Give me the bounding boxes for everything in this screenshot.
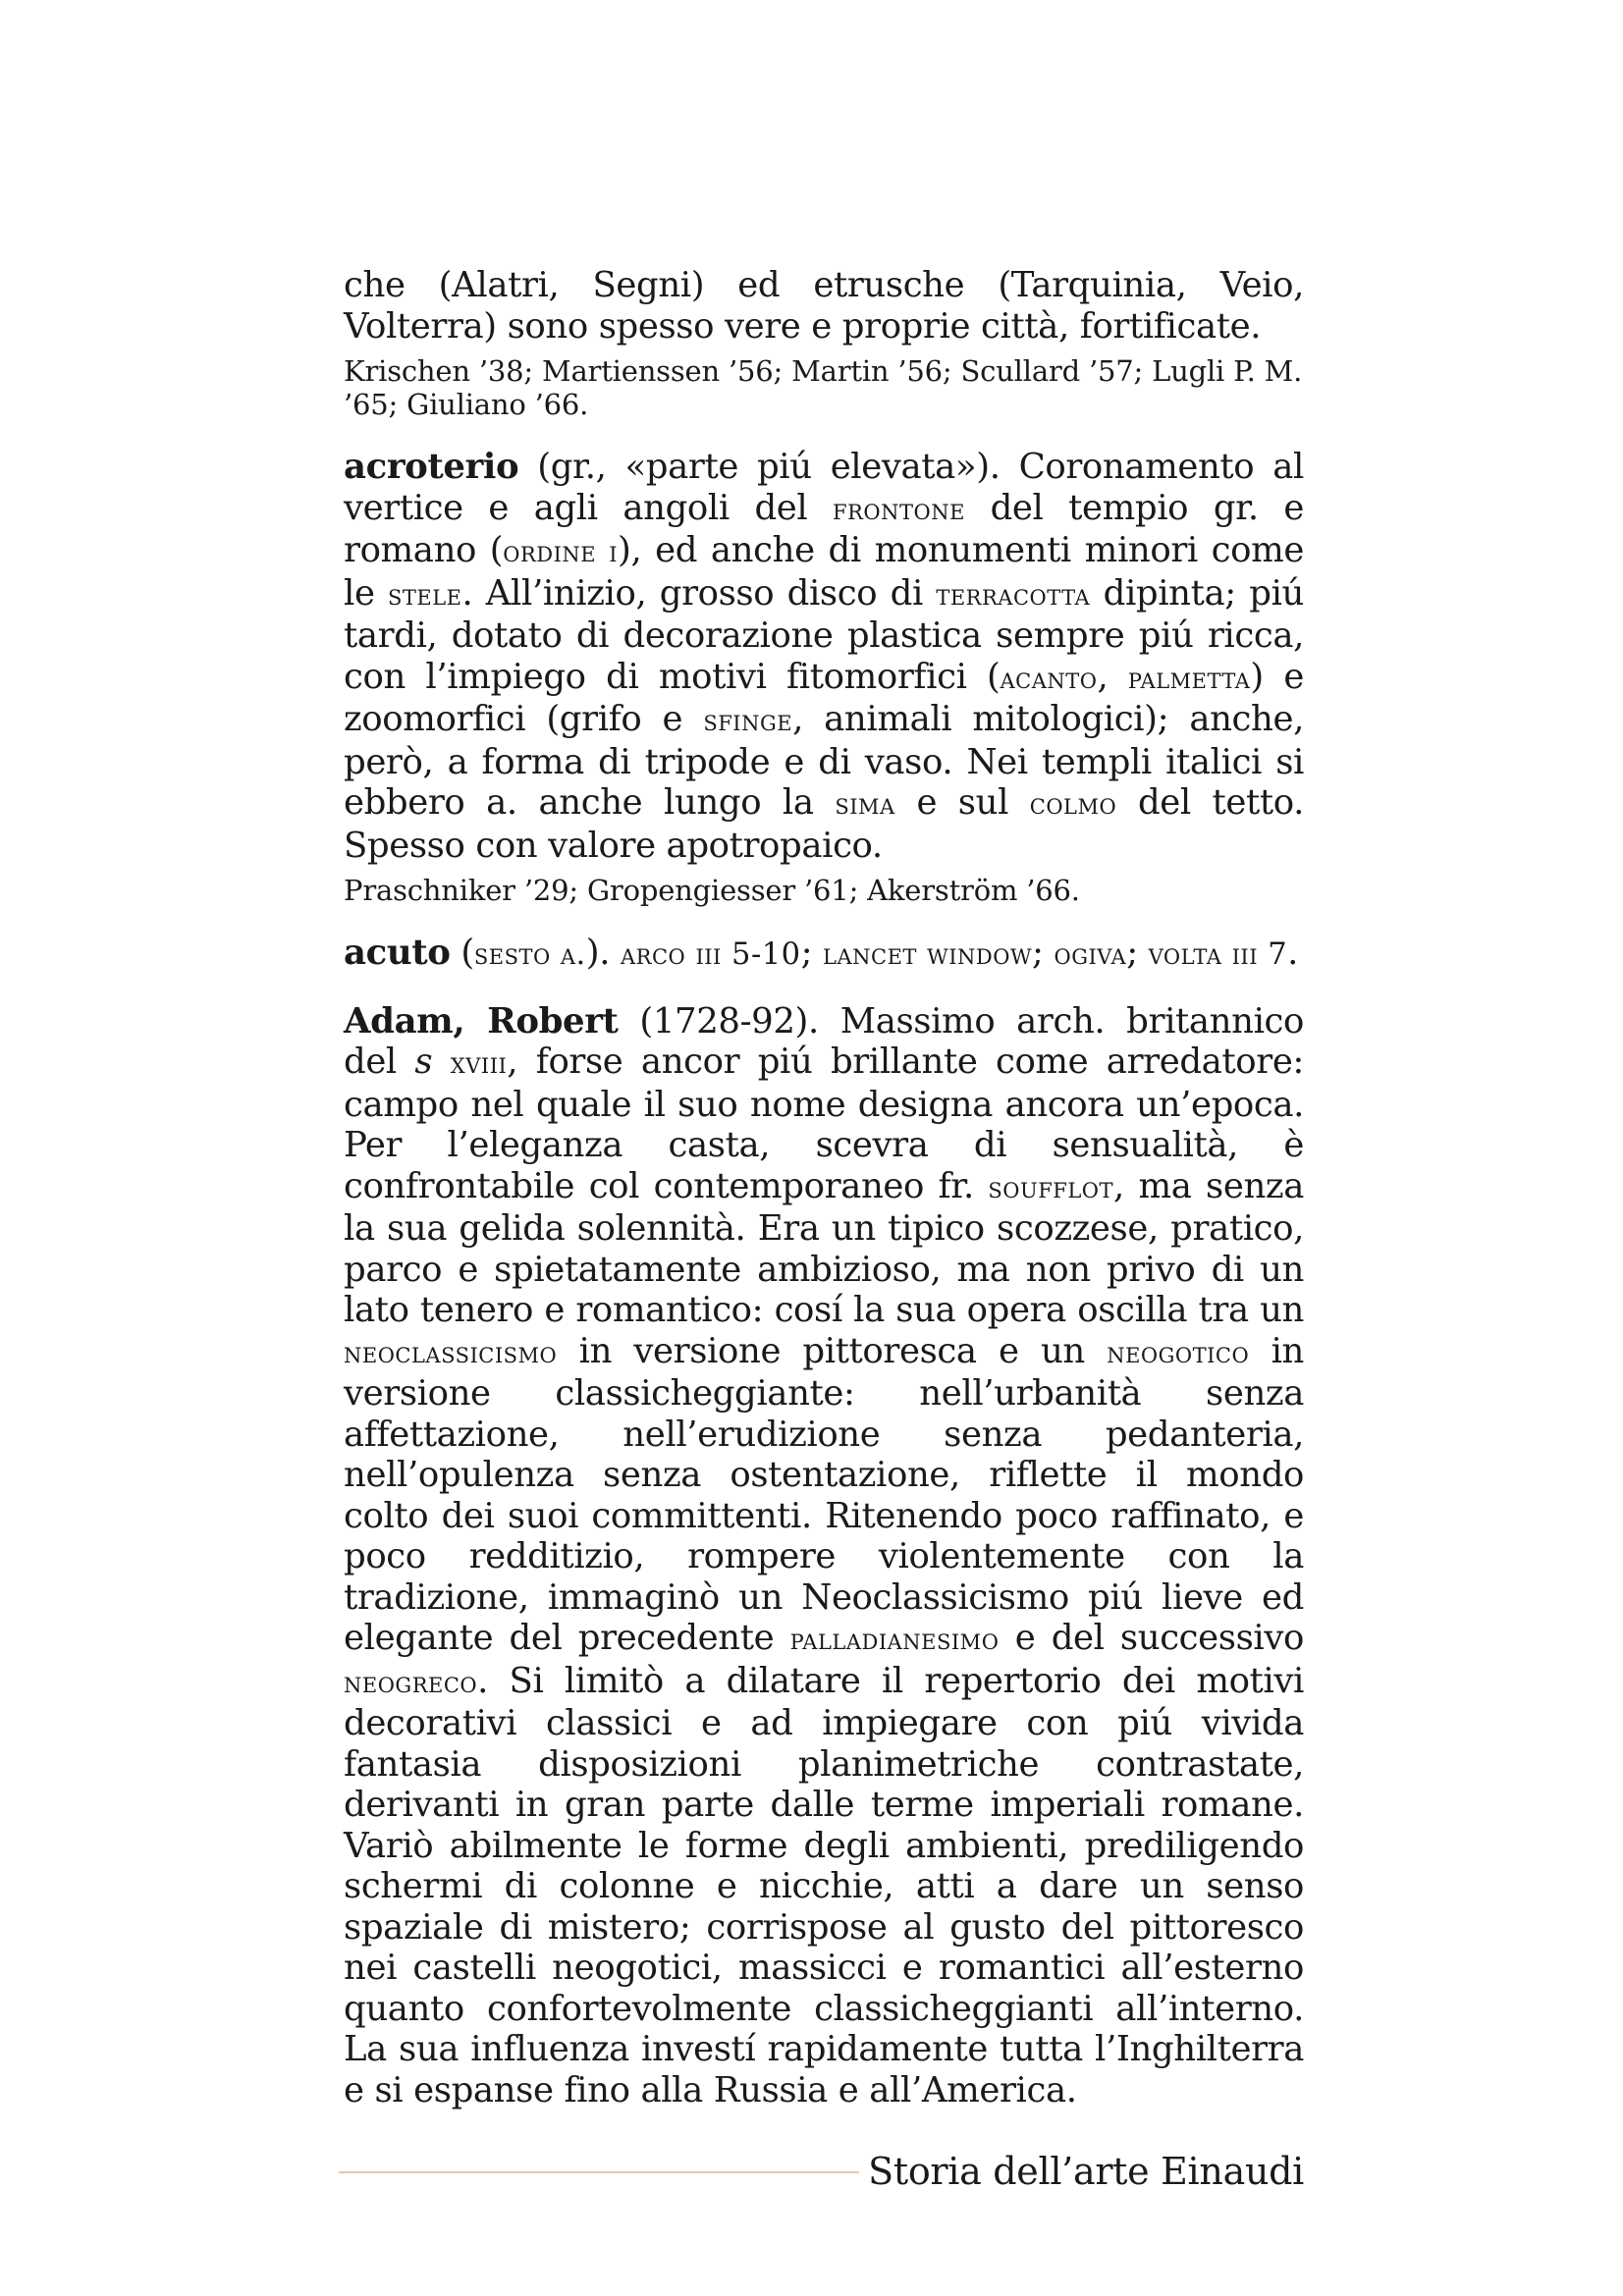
cross-reference[interactable]: ogiva bbox=[1054, 937, 1127, 972]
cross-reference[interactable]: lancet window bbox=[823, 937, 1033, 972]
footer-rule bbox=[339, 2171, 859, 2173]
cross-reference[interactable]: neoclassicismo bbox=[344, 1335, 558, 1370]
cross-reference[interactable]: arco iii 5-10 bbox=[620, 937, 801, 972]
footer-title: Storia dell’arte Einaudi bbox=[868, 2150, 1304, 2193]
cross-reference[interactable]: ordine i bbox=[503, 535, 619, 569]
cross-reference[interactable]: colmo bbox=[1029, 787, 1117, 822]
cross-reference[interactable]: neogreco bbox=[344, 1665, 478, 1700]
page-footer bbox=[339, 2142, 1304, 2201]
cross-reference[interactable]: sfinge bbox=[703, 704, 793, 738]
cross-reference[interactable]: palladianesimo bbox=[789, 1623, 1000, 1657]
entry-text: Adam, Robert (1728-92). Massimo arch. britannico del s xviii, forse ancor piú brillante come arredatore: campo nel quale il suo nome designa ancora un’epoca. Per l’eleganza casta, scevra di sensualità, è confrontabile col contemporaneo fr. soufflot, ma senza la sua gelida solennità. Era un tipico scozzese, pratico, parco e spietatamente ambizioso, ma non privo di un lato tenero e romantico: cosí la sua opera oscilla tra un neoclassicismo in versione pittoresca e un neogotico in versione classicheggiante: nell’urbanità senza affettazione, nell’erudizione senza pedanteria, nell’opulenza senza ostentazione, riflette il mondo colto dei suoi committenti. Ritenendo poco raffinato, e poco redditizio, rompere violentemente con la tradizione, immaginò un Neoclassicismo piú lieve ed elegante del precedente palladianesimo e del successivo neogreco. Si limitò a dilatare il repertorio dei motivi decorativi classici e ad impiegare con piú vivida fantasia disposizioni planimetriche contrastate, derivanti in gran parte dalle terme imperiali romane. Variò abilmente le forme degli ambienti, prediligendo schermi di colonne e nicchie, atti a dare un senso spaziale di mistero; corrispose al gusto del pittoresco nei castelli neogotici, massicci e romantici all’esterno quanto confortevolmente classicheggianti all’interno. La sua influenza investí rapidamente tutta l’Inghilterra e si espanse fino alla Russia e all’America. bbox=[344, 1000, 1304, 2110]
cross-reference[interactable]: frontone bbox=[833, 492, 965, 527]
continuation-text: che (Alatri, Segni) ed etrusche (Tarquinia, Veio, Volterra) sono spesso vere e proprie città, fortificate. bbox=[344, 265, 1304, 347]
entry-bibliography: Praschniker ’29; Gropengiesser ’61; Akerström ’66. bbox=[344, 874, 1080, 907]
century-numeral: xviii bbox=[450, 1046, 508, 1081]
entry-acuto bbox=[344, 933, 1304, 976]
cross-reference[interactable]: volta iii 7 bbox=[1148, 937, 1288, 972]
page-body bbox=[344, 265, 1304, 2110]
continuation-bibliography: Krischen ’38; Martienssen ’56; Martin ’56; Scullard ’57; Lugli P. M. ’65; Giuliano ’66. bbox=[344, 354, 1303, 421]
cross-reference[interactable]: sima bbox=[835, 787, 895, 822]
entry-adam-robert bbox=[344, 1001, 1304, 2111]
entry-headword: acroterio bbox=[344, 447, 519, 487]
entry-headword: acuto bbox=[344, 933, 451, 973]
entry-headword: Adam, Robert bbox=[344, 1000, 619, 1041]
cross-reference[interactable]: sesto a. bbox=[473, 937, 586, 972]
cross-reference[interactable]: terracotta bbox=[936, 577, 1091, 613]
cross-reference[interactable]: stele bbox=[388, 577, 462, 613]
cross-reference[interactable]: neogotico bbox=[1107, 1335, 1250, 1370]
cross-reference[interactable]: soufflot bbox=[988, 1170, 1114, 1205]
entry-acroterio bbox=[344, 447, 1304, 907]
century-abbreviation: s bbox=[414, 1041, 433, 1082]
cross-reference[interactable]: acanto bbox=[1000, 661, 1098, 696]
cross-reference[interactable]: palmetta bbox=[1127, 661, 1251, 696]
entry-text: acroterio (gr., «parte piú elevata»). Coronamento al vertice e agli angoli del frontone del tempio gr. e romano (ordine i), ed anche di monumenti minori come le stele. All’inizio, grosso disco di terracotta dipinta; piú tardi, dotato di decorazione plastica sempre piú ricca, con l’impiego di motivi fitomorfici (acanto, palmetta) e zoomorfici (grifo e sfinge, animali mitologici); anche, però, a forma di tripode e di vaso. Nei templi italici si ebbero a. anche lungo la sima e sul colmo del tetto. Spesso con valore apotropaico. bbox=[344, 447, 1304, 866]
entry-text: acuto (sesto a.). arco iii 5-10; lancet window; ogiva; volta iii 7. bbox=[344, 933, 1299, 973]
